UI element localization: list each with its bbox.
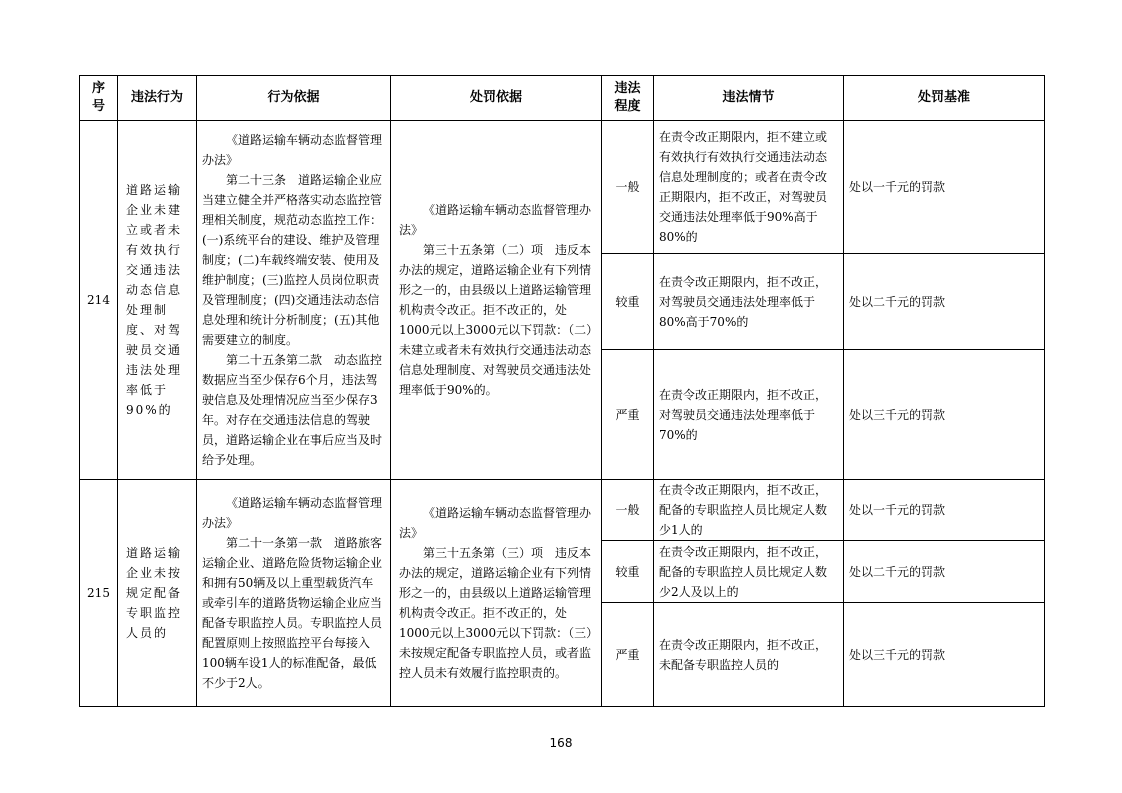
basis-article: 第二十三条 道路运输企业应当建立健全并严格落实动态监控管理相关制度，规范动态监控工作：(一)系统平台的建设、维护及管理制度；(二)车载终端安装、使用及维护制度；(三)监控人员岗位职责及管理制度；(四)交通违法动态信息处理和统计分析制度；(五)其他需要建立的制度。 [202,173,383,347]
basis-title: 《道路运输车辆动态监督管理办法》 [202,133,383,167]
row-degree: 严重 [602,603,654,707]
row-standard: 处以三千元的罚款 [844,603,1045,707]
header-degree: 违法 程度 [602,76,654,121]
row-standard: 处以二千元的罚款 [844,541,1045,603]
row-behavior: 道路运输企业未按规定配备专职监控人员的 [118,480,197,707]
row-penalty-basis [391,480,602,707]
row-standard: 处以一千元的罚款 [844,480,1045,541]
penalty-table [79,75,1045,707]
row-seq: 215 [80,480,118,707]
page-number: 168 [549,736,573,750]
row-standard: 处以一千元的罚款 [844,121,1045,254]
row-degree: 较重 [602,541,654,603]
row-standard: 处以二千元的罚款 [844,254,1045,350]
row-degree: 严重 [602,350,654,480]
row-circumstance: 在责令改正期限内，拒不改正，对驾驶员交通违法处理率低于70%的 [654,350,844,480]
row-behavior: 道路运输企业未建立或者未有效执行交通违法动态信息处理制度、对驾驶员交通违法处理率低于90%的 [118,121,197,480]
row-degree: 一般 [602,121,654,254]
basis-title: 《道路运输车辆动态监督管理办法》 [202,496,383,530]
table-row [80,121,1045,254]
row-degree: 一般 [602,480,654,541]
penalty-article: 第三十五条第（二）项 违反本办法的规定，道路运输企业有下列情形之一的，由县级以上道路运输管理机构责令改正。拒不改正的，处1000元以上3000元以下罚款：（二）未建立或者未有效执行交通违法动态信息处理制度、对驾驶员交通违法处理率低于90%的。 [399,243,593,397]
header-circumstance: 违法情节 [654,76,844,121]
row-basis [197,480,391,707]
row-circumstance: 在责令改正期限内，拒不建立或有效执行有效执行交通违法动态信息处理制度的；或者在责令改正期限内，拒不改正，对驾驶员交通违法处理率低于90%高于80%的 [654,121,844,254]
header-seq: 序 号 [80,76,118,121]
penalty-title: 《道路运输车辆动态监督管理办法》 [399,506,592,540]
row-circumstance: 在责令改正期限内，拒不改正，配备的专职监控人员比规定人数少1人的 [654,480,844,541]
row-degree: 较重 [602,254,654,350]
header-row [80,76,1045,121]
row-penalty-basis [391,121,602,480]
basis-article: 第二十五条第二款 动态监控数据应当至少保存6个月，违法驾驶信息及处理情况应当至少保存3年。对存在交通违法信息的驾驶员，道路运输企业在事后应当及时给予处理。 [202,353,383,467]
row-basis [197,121,391,480]
header-basis: 行为依据 [197,76,391,121]
row-seq: 214 [80,121,118,480]
row-standard: 处以三千元的罚款 [844,350,1045,480]
row-circumstance: 在责令改正期限内，拒不改正，对驾驶员交通违法处理率低于80%高于70%的 [654,254,844,350]
header-behavior: 违法行为 [118,76,197,121]
row-circumstance: 在责令改正期限内，拒不改正，配备的专职监控人员比规定人数少2人及以上的 [654,541,844,603]
header-standard: 处罚基准 [844,76,1045,121]
basis-article: 第二十一条第一款 道路旅客运输企业、道路危险货物运输企业和拥有50辆及以上重型载货汽车或牵引车的道路货物运输企业应当配备专职监控人员。专职监控人员配置原则上按照监控平台每接入100辆车设1人的标准配备，最低不少于2人。 [202,536,383,690]
header-penalty-basis: 处罚依据 [391,76,602,121]
penalty-title: 《道路运输车辆动态监督管理办法》 [399,203,592,237]
row-circumstance: 在责令改正期限内，拒不改正，未配备专职监控人员的 [654,603,844,707]
penalty-article: 第三十五条第（三）项 违反本办法的规定，道路运输企业有下列情形之一的，由县级以上道路运输管理机构责令改正。拒不改正的，处1000元以上3000元以下罚款：（三）未按规定配备专职监控人员，或者监控人员未有效履行监控职责的。 [399,546,593,680]
table-row [80,480,1045,541]
